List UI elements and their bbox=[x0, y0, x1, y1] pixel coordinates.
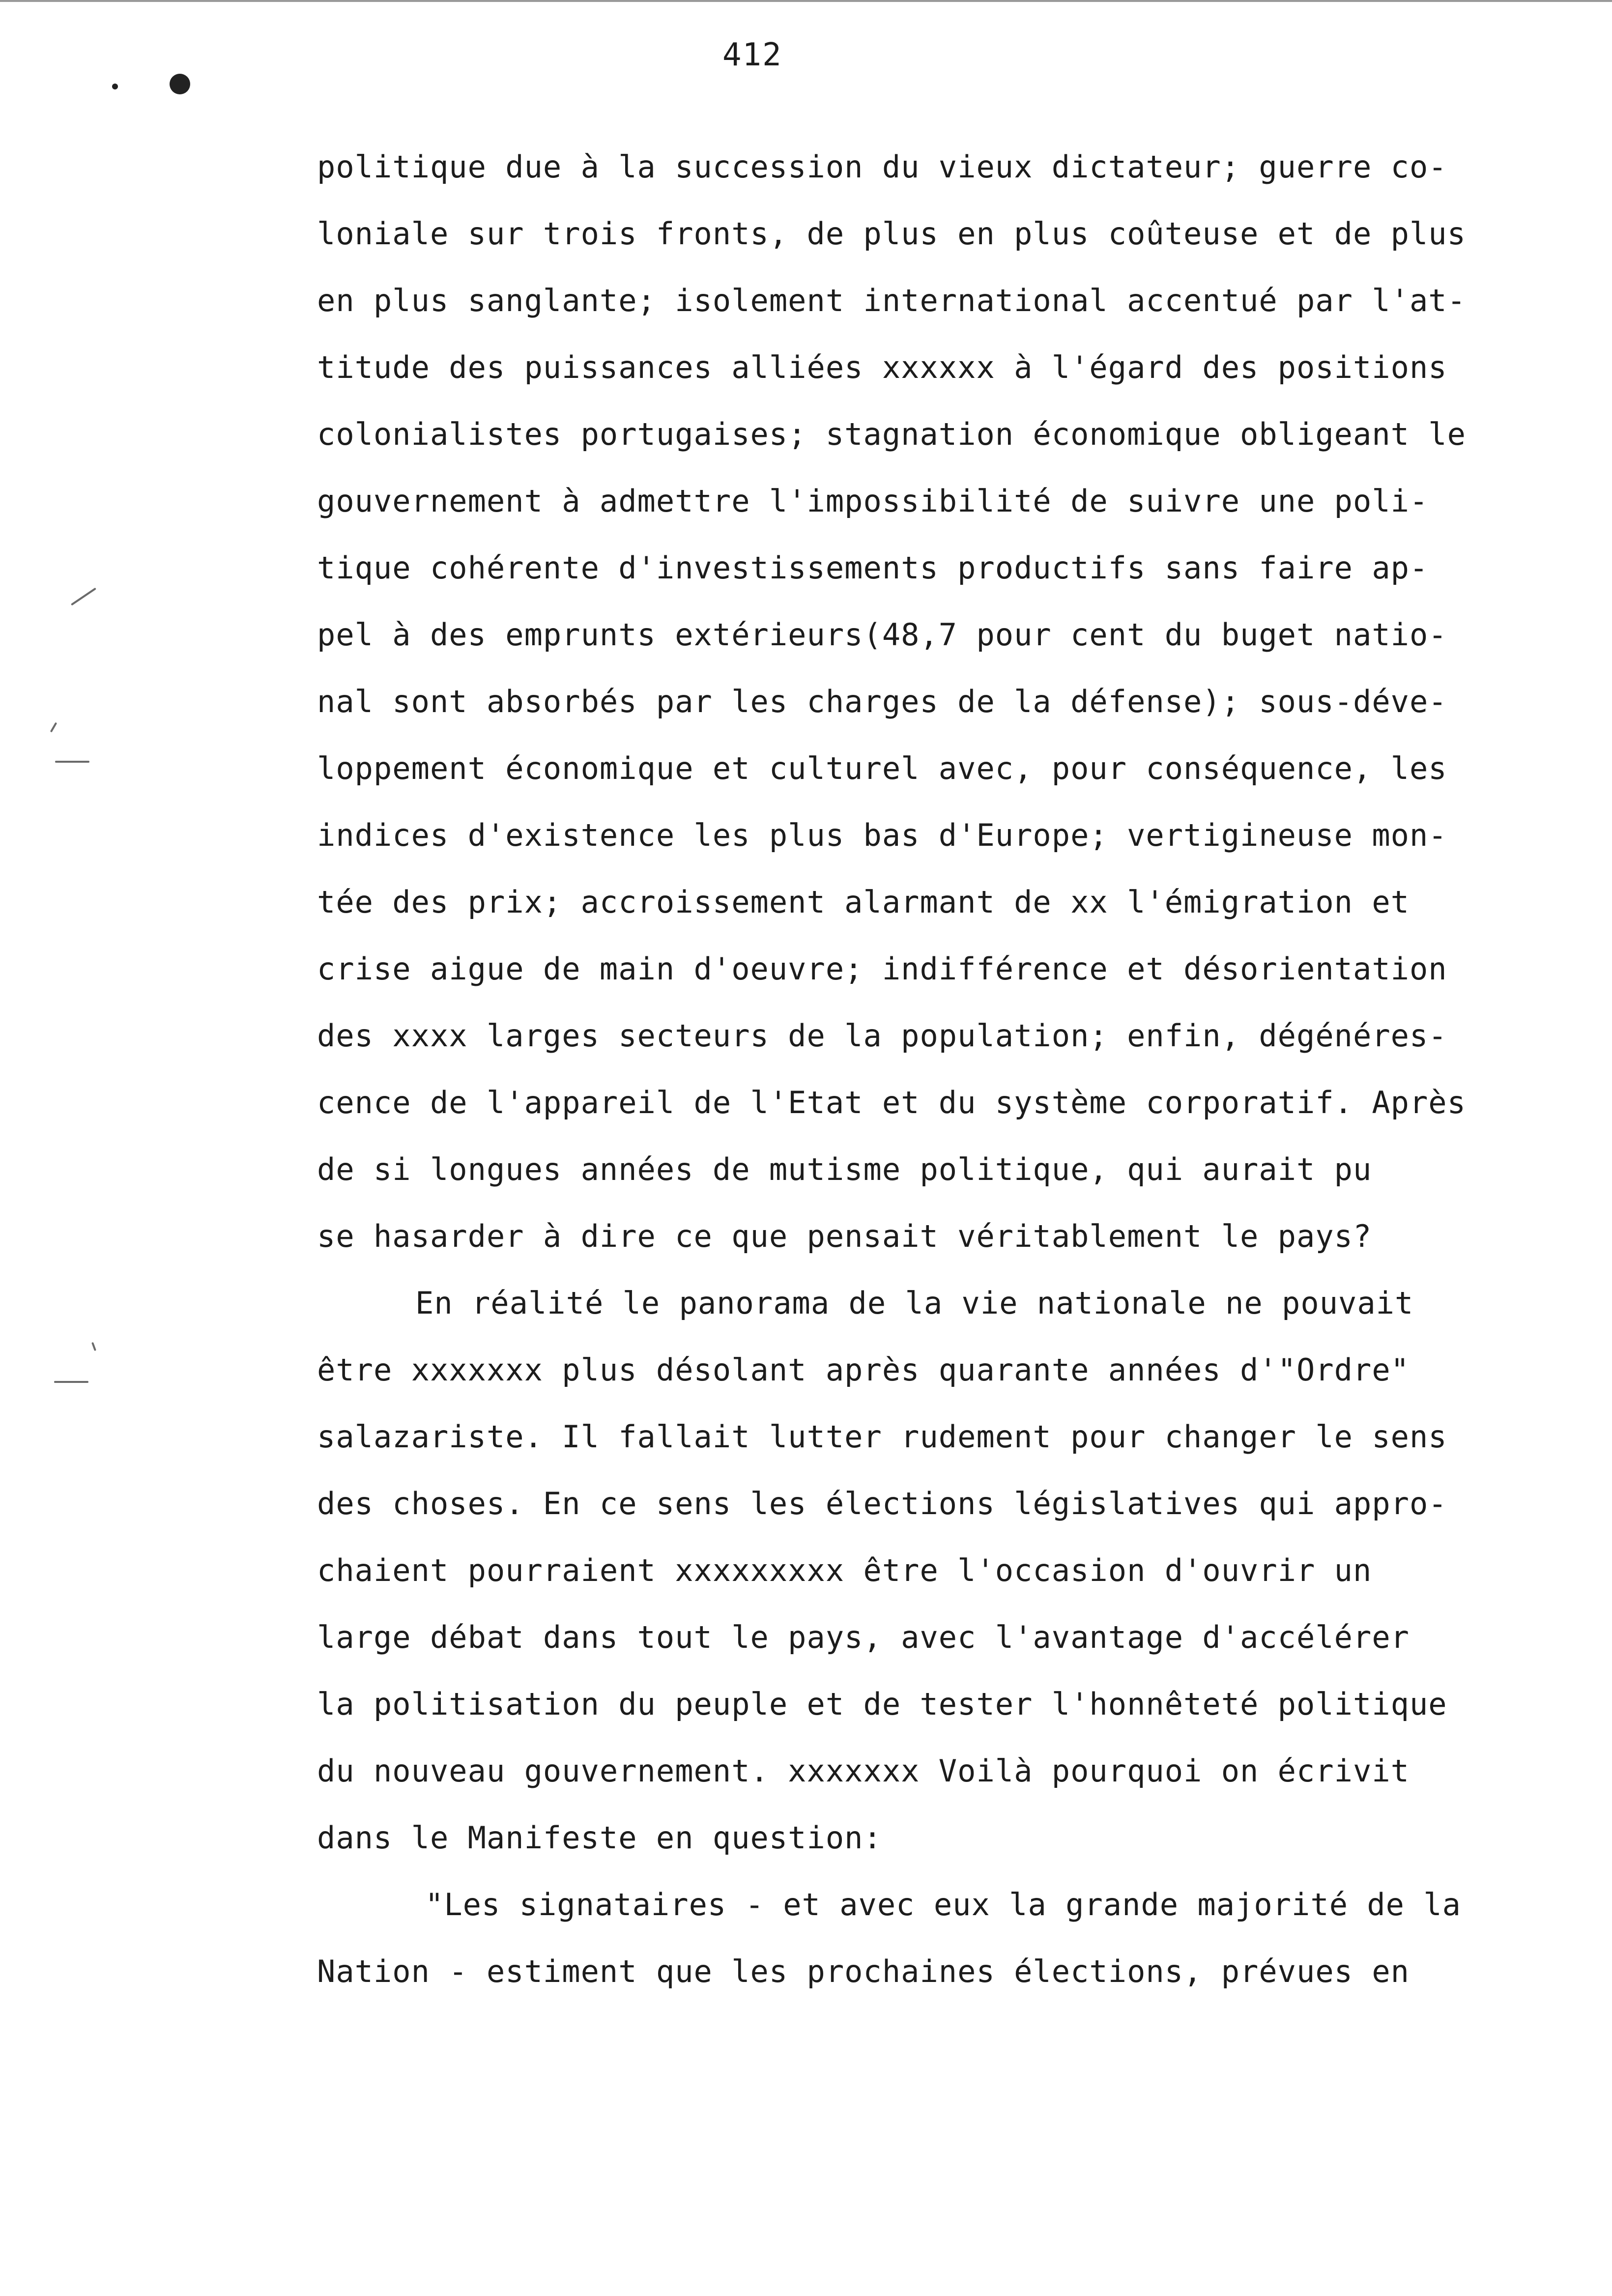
text-line: salazariste. Il fallait lutter rudement pour changer le sens bbox=[317, 1419, 1447, 1455]
text-line: du nouveau gouvernement. xxxxxxx Voilà pourquoi on écrivit bbox=[317, 1753, 1410, 1789]
text-line: cence de l'appareil de l'Etat et du système corporatif. Après bbox=[317, 1085, 1466, 1120]
margin-stroke bbox=[91, 1342, 96, 1351]
text-line: gouvernement à admettre l'impossibilité de suivre une poli- bbox=[317, 483, 1429, 519]
text-line: la politisation du peuple et de tester l'honnêteté politique bbox=[317, 1686, 1447, 1722]
top-edge-rule bbox=[0, 0, 1612, 7]
text-line: titude des puissances alliées xxxxxx à l'égard des positions bbox=[317, 349, 1447, 385]
text-line: large débat dans tout le pays, avec l'avantage d'accélérer bbox=[317, 1619, 1410, 1655]
text-line: nal sont absorbés par les charges de la défense); sous-déve- bbox=[317, 684, 1447, 719]
margin-stroke bbox=[50, 722, 57, 732]
margin-stroke bbox=[55, 761, 89, 763]
text-line: en plus sanglante; isolement international accentué par l'at- bbox=[317, 283, 1466, 318]
text-line: indices d'existence les plus bas d'Europe; vertigineuse mon- bbox=[317, 817, 1447, 853]
text-line: des choses. En ce sens les élections législatives qui appro- bbox=[317, 1486, 1447, 1521]
paragraph-start-line: En réalité le panorama de la vie nationale ne pouvait bbox=[415, 1285, 1414, 1321]
text-line: crise aigue de main d'oeuvre; indifférence et désorientation bbox=[317, 951, 1447, 987]
margin-stroke bbox=[54, 1381, 88, 1383]
margin-stroke bbox=[71, 588, 96, 606]
text-line: tée des prix; accroissement alarmant de xx l'émigration et bbox=[317, 884, 1410, 920]
quote-start-line: "Les signataires - et avec eux la grande majorité de la bbox=[425, 1887, 1461, 1923]
ink-blot-mark bbox=[170, 74, 190, 94]
text-line: chaient pourraient xxxxxxxxx être l'occasion d'ouvrir un bbox=[317, 1552, 1372, 1588]
text-line: colonialistes portugaises; stagnation économique obligeant le bbox=[317, 416, 1466, 452]
text-line: dans le Manifeste en question: bbox=[317, 1820, 882, 1856]
text-line: loniale sur trois fronts, de plus en plus coûteuse et de plus bbox=[317, 216, 1466, 252]
ink-dot-mark bbox=[112, 84, 118, 89]
page-number: 412 bbox=[722, 37, 782, 73]
text-line: Nation - estiment que les prochaines élections, prévues en bbox=[317, 1953, 1410, 1989]
text-line: des xxxx larges secteurs de la population; enfin, dégénéres- bbox=[317, 1018, 1447, 1054]
text-line: se hasarder à dire ce que pensait véritablement le pays? bbox=[317, 1218, 1372, 1254]
text-line: loppement économique et culturel avec, pour conséquence, les bbox=[317, 750, 1447, 786]
typewritten-body bbox=[317, 134, 1575, 2005]
text-line: de si longues années de mutisme politique, qui aurait pu bbox=[317, 1151, 1372, 1187]
text-line: politique due à la succession du vieux dictateur; guerre co- bbox=[317, 149, 1447, 185]
text-line: pel à des emprunts extérieurs(48,7 pour cent du buget natio- bbox=[317, 617, 1447, 653]
text-line: être xxxxxxx plus désolant après quarante années d'"Ordre" bbox=[317, 1352, 1410, 1388]
text-line: tique cohérente d'investissements productifs sans faire ap- bbox=[317, 550, 1429, 586]
